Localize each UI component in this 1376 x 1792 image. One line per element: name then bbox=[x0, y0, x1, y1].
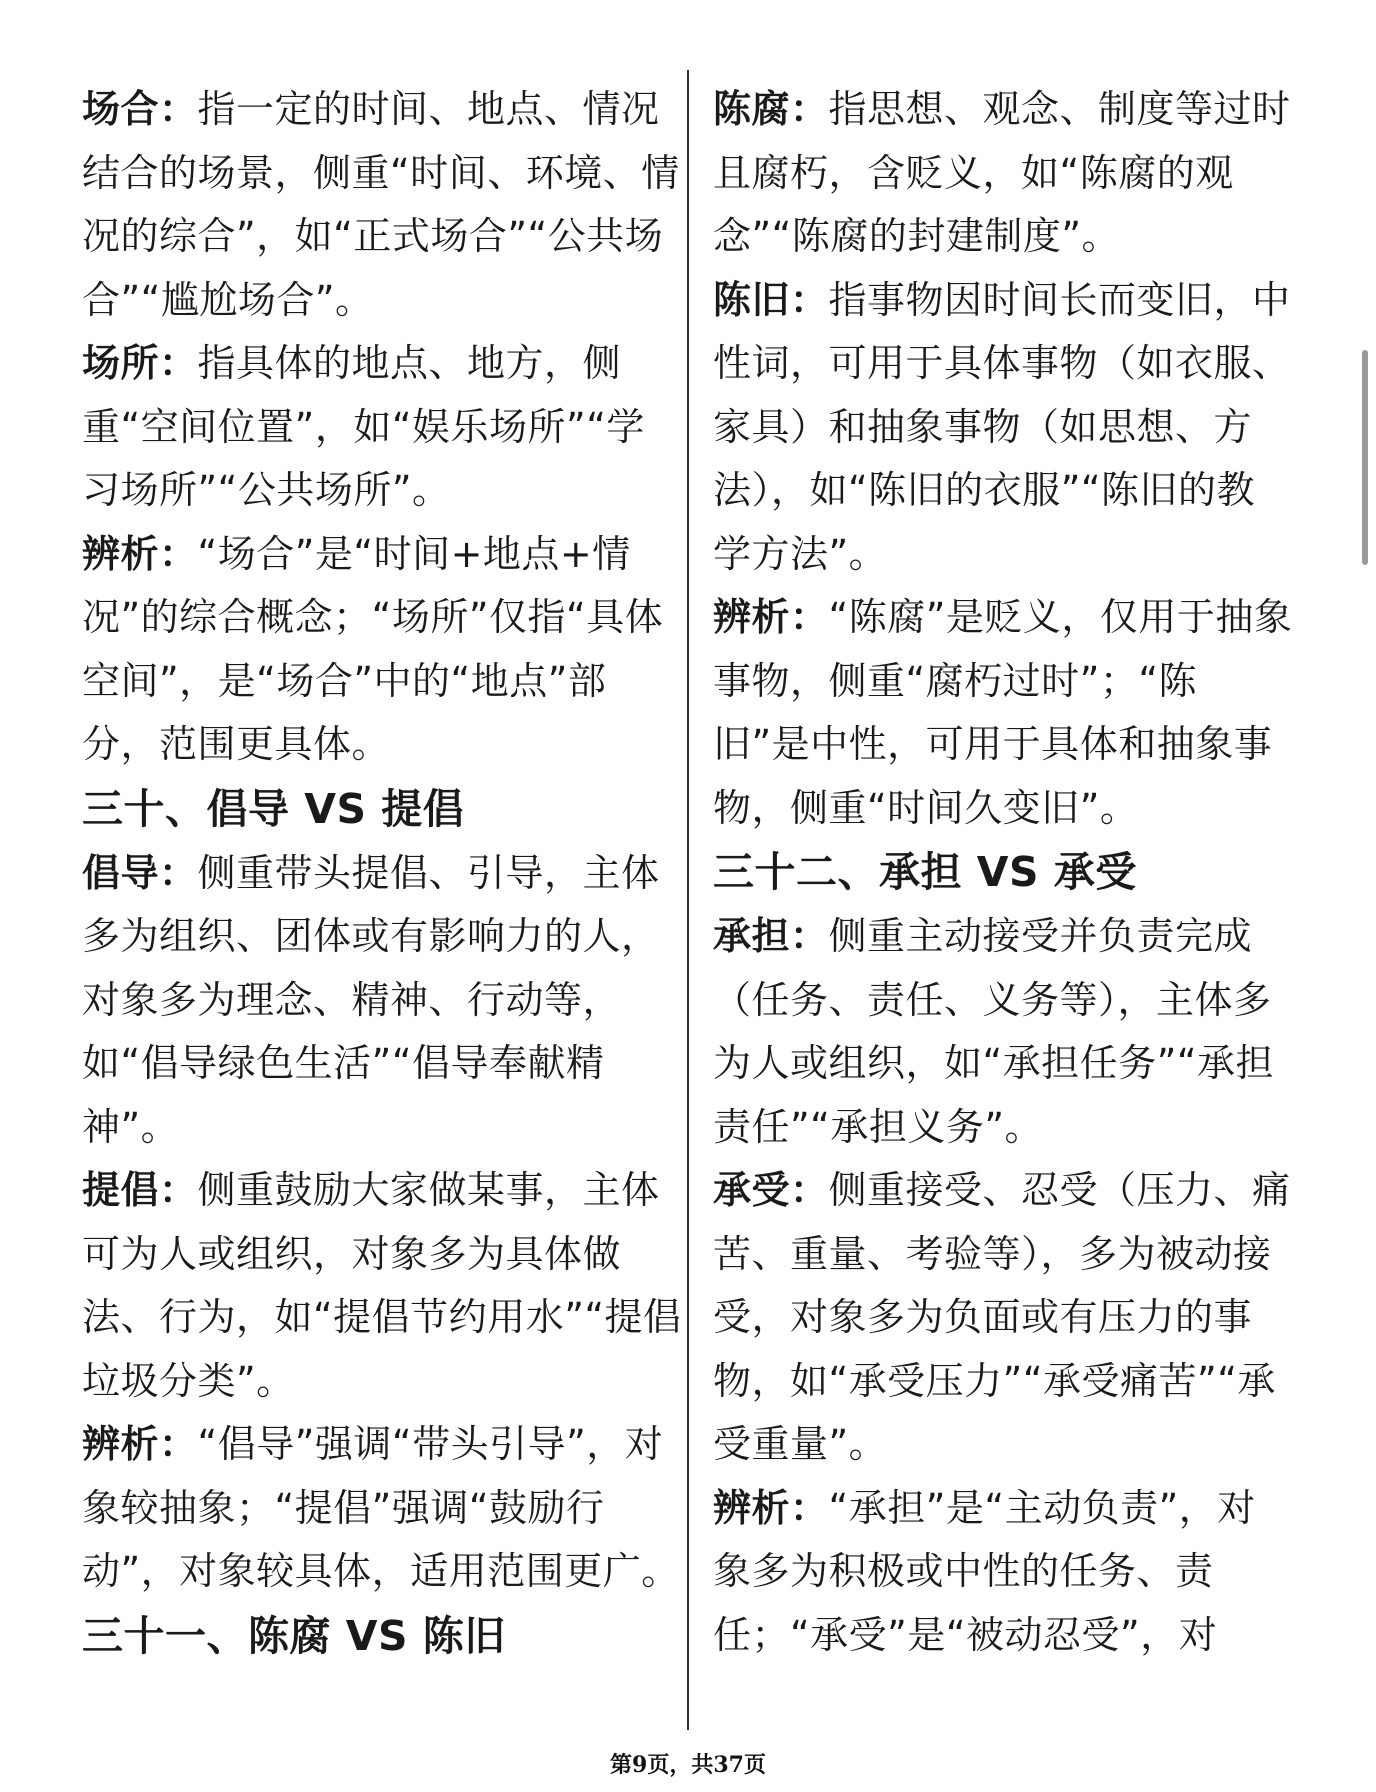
entry-chenjiu bbox=[713, 269, 1293, 587]
entry-changdao bbox=[82, 842, 682, 1160]
definition-text: “倡导”强调“带头引导”，对象较抽象；“提倡”强调“鼓励行动”，对象较具体，适用范围更广。 bbox=[82, 1422, 680, 1593]
section-heading-30: 三十、倡导 VS 提倡 bbox=[82, 784, 465, 833]
page-number: 第9页，共37页 bbox=[610, 1752, 766, 1778]
entry-chenfu bbox=[713, 78, 1293, 269]
analysis-changhe-changsuo bbox=[82, 523, 682, 777]
term-label: 承担： bbox=[713, 914, 829, 958]
entry-changsuo bbox=[82, 332, 682, 523]
definition-text: “承担”是“主动负责”，对象多为积极或中性的任务、责任；“承受”是“被动忍受”，对 bbox=[713, 1485, 1256, 1657]
section-heading-31: 三十一、陈腐 VS 陈旧 bbox=[82, 1611, 506, 1660]
definition-text: 侧重鼓励大家做某事，主体可为人或组织，对象多为具体做法、行为，如“提倡节约用水”“提倡垃圾分类”。 bbox=[82, 1168, 682, 1403]
entry-chengdan bbox=[713, 905, 1293, 1159]
definition-text: 侧重接受、忍受（压力、痛苦、重量、考验等），多为被动接受，对象多为负面或有压力的事物，如“承受压力”“承受痛苦”“承受重量”。 bbox=[713, 1168, 1291, 1466]
definition-text: 指思想、观念、制度等过时且腐朽，含贬义，如“陈腐的观念”“陈腐的封建制度”。 bbox=[713, 87, 1291, 258]
term-label: 承受： bbox=[713, 1168, 829, 1212]
definition-text: 指事物因时间长而变旧，中性词，可用于具体事物（如衣服、家具）和抽象事物（如思想、方法），如“陈旧的衣服”“陈旧的教学方法”。 bbox=[713, 277, 1291, 576]
section-heading-32: 三十二、承担 VS 承受 bbox=[713, 848, 1137, 896]
entry-tichang bbox=[82, 1159, 682, 1413]
entry-changhe bbox=[82, 78, 682, 332]
left-column bbox=[82, 78, 682, 1669]
term-label: 辨析： bbox=[82, 1422, 198, 1466]
definition-text: 指具体的地点、地方，侧重“空间位置”，如“娱乐场所”“学习场所”“公共场所”。 bbox=[82, 341, 645, 512]
analysis-changdao-tichang bbox=[82, 1413, 682, 1604]
scrollbar-thumb[interactable] bbox=[1362, 350, 1368, 565]
term-label: 场合： bbox=[82, 87, 198, 131]
definition-text: 侧重主动接受并负责完成（任务、责任、义务等），主体多为人或组织，如“承担任务”“承担责任”“承担义务”。 bbox=[713, 914, 1275, 1149]
term-label: 提倡： bbox=[82, 1168, 198, 1212]
term-label: 辨析： bbox=[82, 531, 198, 576]
definition-text: “场合”是“时间+地点+情况”的综合概念；“场所”仅指“具体空间”，是“场合”中的“地点”部分，范围更具体。 bbox=[82, 531, 664, 766]
analysis-chenfu-chenjiu bbox=[713, 586, 1293, 840]
term-label: 陈腐： bbox=[713, 87, 829, 131]
column-divider bbox=[687, 70, 689, 1730]
definition-text: 侧重带头提倡、引导，主体多为组织、团体或有影响力的人，对象多为理念、精神、行动等，如“倡导绿色生活”“倡导奉献精神”。 bbox=[82, 850, 660, 1149]
definition-text: “陈腐”是贬义，仅用于抽象事物，侧重“腐朽过时”；“陈旧”是中性，可用于具体和抽象事物，侧重“时间久变旧”。 bbox=[713, 595, 1293, 830]
analysis-chengdan-chengshou bbox=[713, 1477, 1293, 1668]
term-label: 倡导： bbox=[82, 850, 198, 895]
term-label: 辨析： bbox=[713, 595, 829, 639]
entry-chengshou bbox=[713, 1159, 1293, 1477]
definition-text: 指一定的时间、地点、情况结合的场景，侧重“时间、环境、情况的综合”，如“正式场合”“公共场合”“尴尬场合”。 bbox=[82, 87, 680, 322]
term-label: 辨析： bbox=[713, 1485, 829, 1530]
right-column bbox=[713, 78, 1293, 1667]
term-label: 场所： bbox=[82, 341, 198, 385]
term-label: 陈旧： bbox=[713, 277, 829, 322]
